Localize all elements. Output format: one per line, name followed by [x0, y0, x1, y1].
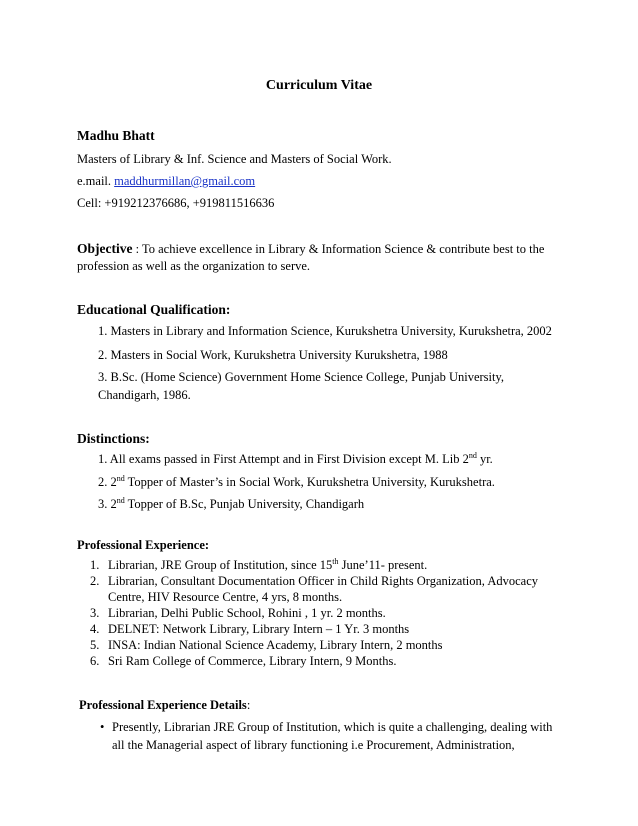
email-line: [77, 174, 255, 189]
experience-5-number: 5.: [90, 638, 100, 652]
distinction-1-sup: nd: [468, 450, 477, 460]
experience-3-text: Librarian, Delhi Public School, Rohini , 1 yr. 2 months.: [108, 606, 386, 620]
experience-1-tail: June’11- present.: [338, 558, 428, 572]
experience-item-5: [90, 638, 443, 653]
document-title: Curriculum Vitae: [265, 78, 373, 93]
experience-item-4: [90, 622, 409, 637]
education-heading: Educational Qualification:: [77, 302, 231, 317]
details-colon: :: [246, 698, 251, 712]
education-item-2: 2. Masters in Social Work, Kurukshetra University Kurukshetra, 1988: [98, 348, 448, 362]
distinctions-heading: Distinctions:: [77, 431, 150, 446]
distinction-3-text: 3. 2: [98, 497, 117, 511]
cell-line: Cell: +919212376686, +919811516636: [77, 196, 275, 210]
distinction-2-text: 2. 2: [98, 475, 117, 489]
objective-text-1: : To achieve excellence in Library & Information Science & contribute best to the: [132, 242, 545, 256]
objective-label: Objective: [77, 241, 133, 256]
experience-item-2: [90, 574, 538, 589]
distinction-3: [98, 497, 364, 512]
bullet-icon: •: [100, 720, 105, 734]
objective-line-2: profession as well as the organization to serve.: [77, 259, 311, 273]
experience-4-text: DELNET: Network Library, Library Intern – 1 Yr. 3 months: [108, 622, 410, 636]
details-bullet-1-cont: all the Managerial aspect of library functioning i.e Procurement, Administration,: [112, 738, 515, 752]
experience-2-number: 2.: [90, 574, 100, 588]
experience-2-text: Librarian, Consultant Documentation Officer in Child Rights Organization, Advocacy: [108, 574, 539, 588]
experience-heading: Professional Experience:: [77, 538, 210, 552]
distinction-3-tail: Topper of B.Sc, Punjab University, Chandigarh: [124, 497, 365, 511]
education-item-3: 3. B.Sc. (Home Science) Government Home Science College, Punjab University,: [98, 370, 505, 384]
education-item-1: 1. Masters in Library and Information Science, Kurukshetra University, Kurukshetra, 2002: [98, 324, 552, 338]
experience-1-sup: th: [332, 556, 339, 566]
distinction-3-sup: nd: [116, 495, 125, 505]
experience-3-number: 3.: [90, 606, 100, 620]
experience-6-text: Sri Ram College of Commerce, Library Intern, 9 Months.: [108, 654, 397, 668]
details-bullet-1-text: Presently, Librarian JRE Group of Institution, which is quite a challenging, dealing with: [112, 720, 553, 734]
details-bullet-1: [100, 720, 552, 735]
experience-4-number: 4.: [90, 622, 100, 636]
experience-6-number: 6.: [90, 654, 100, 668]
distinction-2-sup: nd: [116, 473, 125, 483]
experience-item-3: [90, 606, 386, 621]
details-heading-line: [79, 698, 250, 713]
candidate-name: Madhu Bhatt: [77, 128, 155, 143]
experience-1-text: Librarian, JRE Group of Institution, since 15: [108, 558, 333, 572]
distinction-1: [98, 452, 493, 467]
experience-1-number: 1.: [90, 558, 100, 572]
education-item-3-cont: Chandigarh, 1986.: [98, 388, 191, 402]
distinction-2: [98, 475, 495, 490]
distinction-2-tail: Topper of Master’s in Social Work, Kurukshetra University, Kurukshetra.: [124, 475, 495, 489]
email-link[interactable]: maddhurmillan@gmail.com: [114, 174, 256, 188]
experience-5-text: INSA: Indian National Science Academy, Library Intern, 2 months: [108, 638, 443, 652]
distinction-1-text: 1. All exams passed in First Attempt and in First Division except M. Lib 2: [98, 452, 469, 466]
degrees-line: Masters of Library & Inf. Science and Masters of Social Work.: [77, 152, 392, 166]
experience-item-6: [90, 654, 396, 669]
experience-item-2-cont: Centre, HIV Resource Centre, 4 yrs, 8 months.: [108, 590, 343, 604]
experience-item-1: [90, 558, 427, 573]
distinction-1-tail: yr.: [476, 452, 493, 466]
details-heading: Professional Experience Details: [79, 698, 247, 712]
objective-line-1: [77, 241, 544, 257]
email-label: e.mail.: [77, 174, 112, 188]
